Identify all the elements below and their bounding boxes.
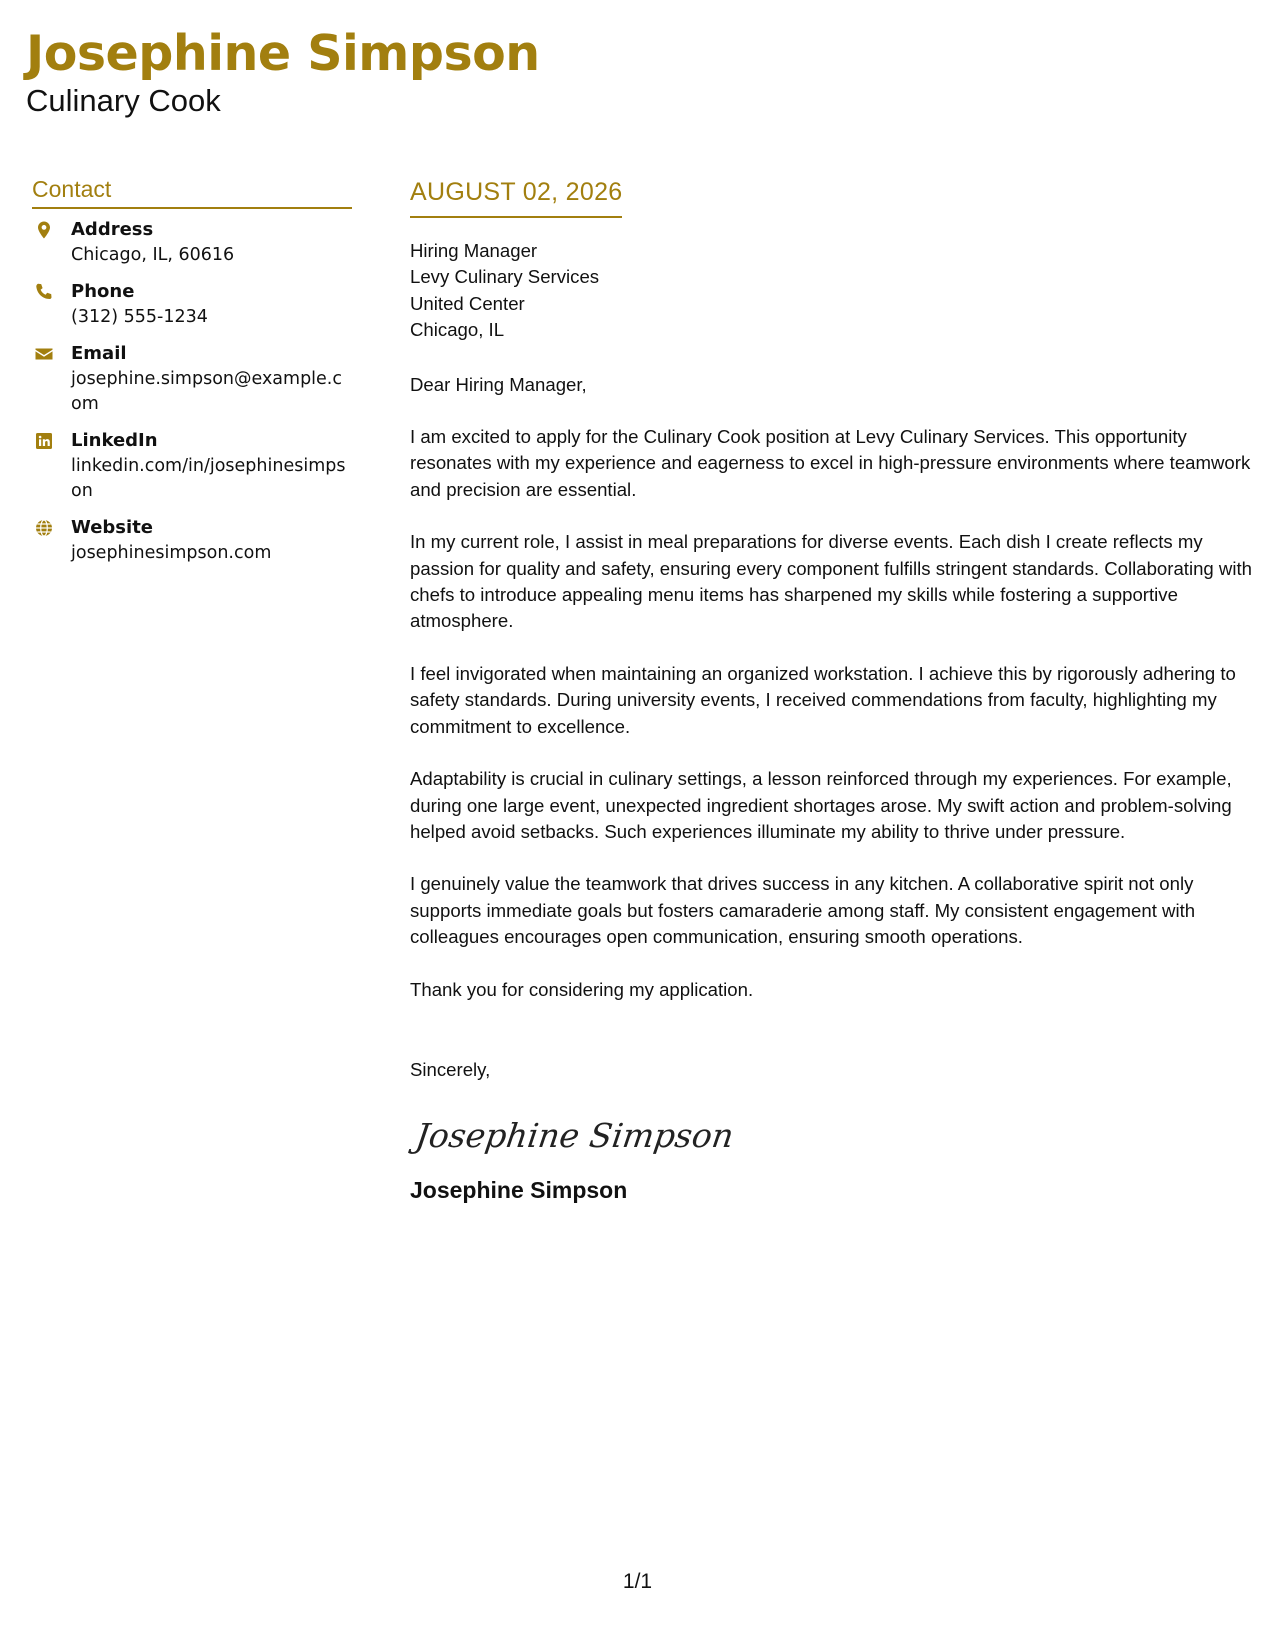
contact-label: Phone	[71, 281, 135, 302]
contact-item-website	[32, 515, 352, 566]
letter-paragraph: In my current role, I assist in meal preparations for diverse events. Each dish I create reflects my passion for quality and safety, ensuring every component fulfills stringent standards. Collaborating with chefs to introduce appealing menu items has sharpened my skills while fostering a supportive atmosphere.	[410, 531, 1252, 632]
contact-label: LinkedIn	[71, 430, 158, 451]
envelope-icon	[34, 344, 54, 364]
contact-item-linkedin	[32, 428, 352, 504]
globe-icon	[34, 518, 54, 538]
letter-date: AUGUST 02, 2026	[410, 176, 622, 218]
letter-paragraph: I am excited to apply for the Culinary Cook position at Levy Culinary Services. This opportunity resonates with my experience and eagerness to excel in high-pressure environments where teamwork and precision are essential.	[410, 426, 1251, 500]
contact-label: Address	[71, 219, 154, 240]
letter-paragraph: I feel invigorated when maintaining an organized workstation. I achieve this by rigorously adhering to safety standards. During university events, I received commendations from faculty, highlighting my commitment to excellence.	[410, 662, 1236, 737]
signer-name: Josephine Simpson	[410, 1177, 628, 1204]
letter-paragraph: Adaptability is crucial in culinary settings, a lesson reinforced through my experiences. For example, during one large event, unexpected ingredient shortages arose. My swift action and problem-solving helped avoid setbacks. Such experiences illuminate my ability to thrive under pressure.	[410, 768, 1232, 842]
applicant-name: Josephine Simpson	[26, 25, 540, 82]
contact-label: Website	[71, 517, 154, 538]
recipient-line: Levy Culinary Services	[410, 266, 600, 288]
letter-paragraph: I genuinely value the teamwork that drives success in any kitchen. A collaborative spirit not only supports immediate goals but fosters camaraderie among staff. My consistent engagement with colleagues encourages open communication, ensuring smooth operations.	[410, 873, 1196, 948]
handwritten-signature	[410, 1107, 737, 1161]
phone-icon	[34, 282, 54, 302]
linkedin-icon	[34, 431, 54, 451]
closing: Sincerely,	[410, 1058, 491, 1080]
contact-item-phone	[32, 279, 352, 330]
job-title: Culinary Cook	[26, 83, 221, 118]
recipient-block	[410, 238, 1252, 344]
contact-label: Email	[71, 343, 127, 364]
page-number: 1/1	[622, 1570, 653, 1593]
signature-text: Josephine Simpson	[413, 1116, 737, 1156]
map-pin-icon	[34, 220, 54, 240]
website-value[interactable]: josephinesimpson.com	[71, 543, 272, 563]
phone-value: (312) 555-1234	[71, 307, 208, 327]
address-value: Chicago, IL, 60616	[71, 245, 235, 265]
letter-paragraph: Thank you for considering my application.	[410, 978, 754, 1000]
email-value[interactable]: josephine.simpson@example.com	[71, 369, 342, 414]
letter-body	[410, 176, 1252, 1205]
recipient-line: United Center	[410, 292, 525, 314]
recipient-line: Hiring Manager	[410, 240, 538, 261]
contact-item-email	[32, 341, 352, 417]
linkedin-value[interactable]: linkedin.com/in/josephinesimpson	[71, 456, 346, 501]
salutation: Dear Hiring Manager,	[410, 373, 587, 395]
contact-heading: Contact	[32, 174, 352, 209]
recipient-line: Chicago, IL	[410, 319, 505, 341]
contact-sidebar	[32, 174, 352, 577]
contact-item-address	[32, 217, 352, 268]
